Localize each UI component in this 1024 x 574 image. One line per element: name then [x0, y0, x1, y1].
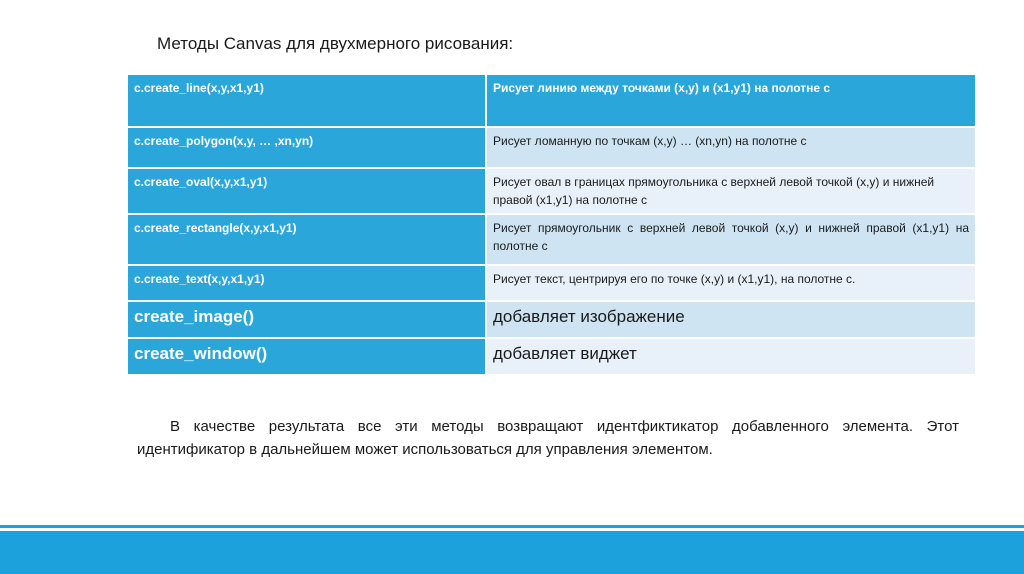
table-row: [128, 75, 975, 127]
method-cell: c.create_rectangle(x,y,x1,y1): [128, 214, 486, 265]
description-cell: Рисует прямоугольник с верхней левой точкой (x,y) и нижней правой (x1,y1) на полотне с: [486, 214, 975, 265]
method-cell: c.create_line(x,y,x1,y1): [128, 75, 486, 127]
table-row: [128, 168, 975, 214]
method-cell: create_window(): [128, 338, 486, 375]
table-row: [128, 301, 975, 338]
table-row: [128, 265, 975, 301]
slide-title: Методы Canvas для двухмерного рисования:: [157, 34, 514, 53]
description-cell: Рисует овал в границах прямоугольника с верхней левой точкой (x,y) и нижней правой (x1,y1) на полотне с: [486, 168, 975, 214]
description-cell: добавляет изображение: [486, 301, 975, 338]
footer-accent-line: [0, 525, 1024, 528]
description-cell: Рисует линию между точками (x,y) и (x1,y1) на полотне с: [486, 75, 975, 127]
method-cell: c.create_oval(x,y,x1,y1): [128, 168, 486, 214]
summary-paragraph: В качестве результата все эти методы возвращают идентфиктикатор добавленного элемента. Этот идентификатор в дальнейшем может использоваться для управления элементом.: [137, 418, 959, 458]
method-cell: create_image(): [128, 301, 486, 338]
methods-table: [128, 75, 975, 376]
table-row: [128, 338, 975, 375]
description-cell: Рисует ломанную по точкам (x,y) … (xn,yn) на полотне с: [486, 127, 975, 168]
description-cell: Рисует текст, центрируя его по точке (x,y) и (x1,y1), на полотне с.: [486, 265, 975, 301]
method-cell: c.create_polygon(x,y, … ,xn,yn): [128, 127, 486, 168]
table-row: [128, 214, 975, 265]
footer-bar: [0, 531, 1024, 574]
description-cell: добавляет виджет: [486, 338, 975, 375]
method-cell: c.create_text(x,y,x1,y1): [128, 265, 486, 301]
table-row: [128, 127, 975, 168]
